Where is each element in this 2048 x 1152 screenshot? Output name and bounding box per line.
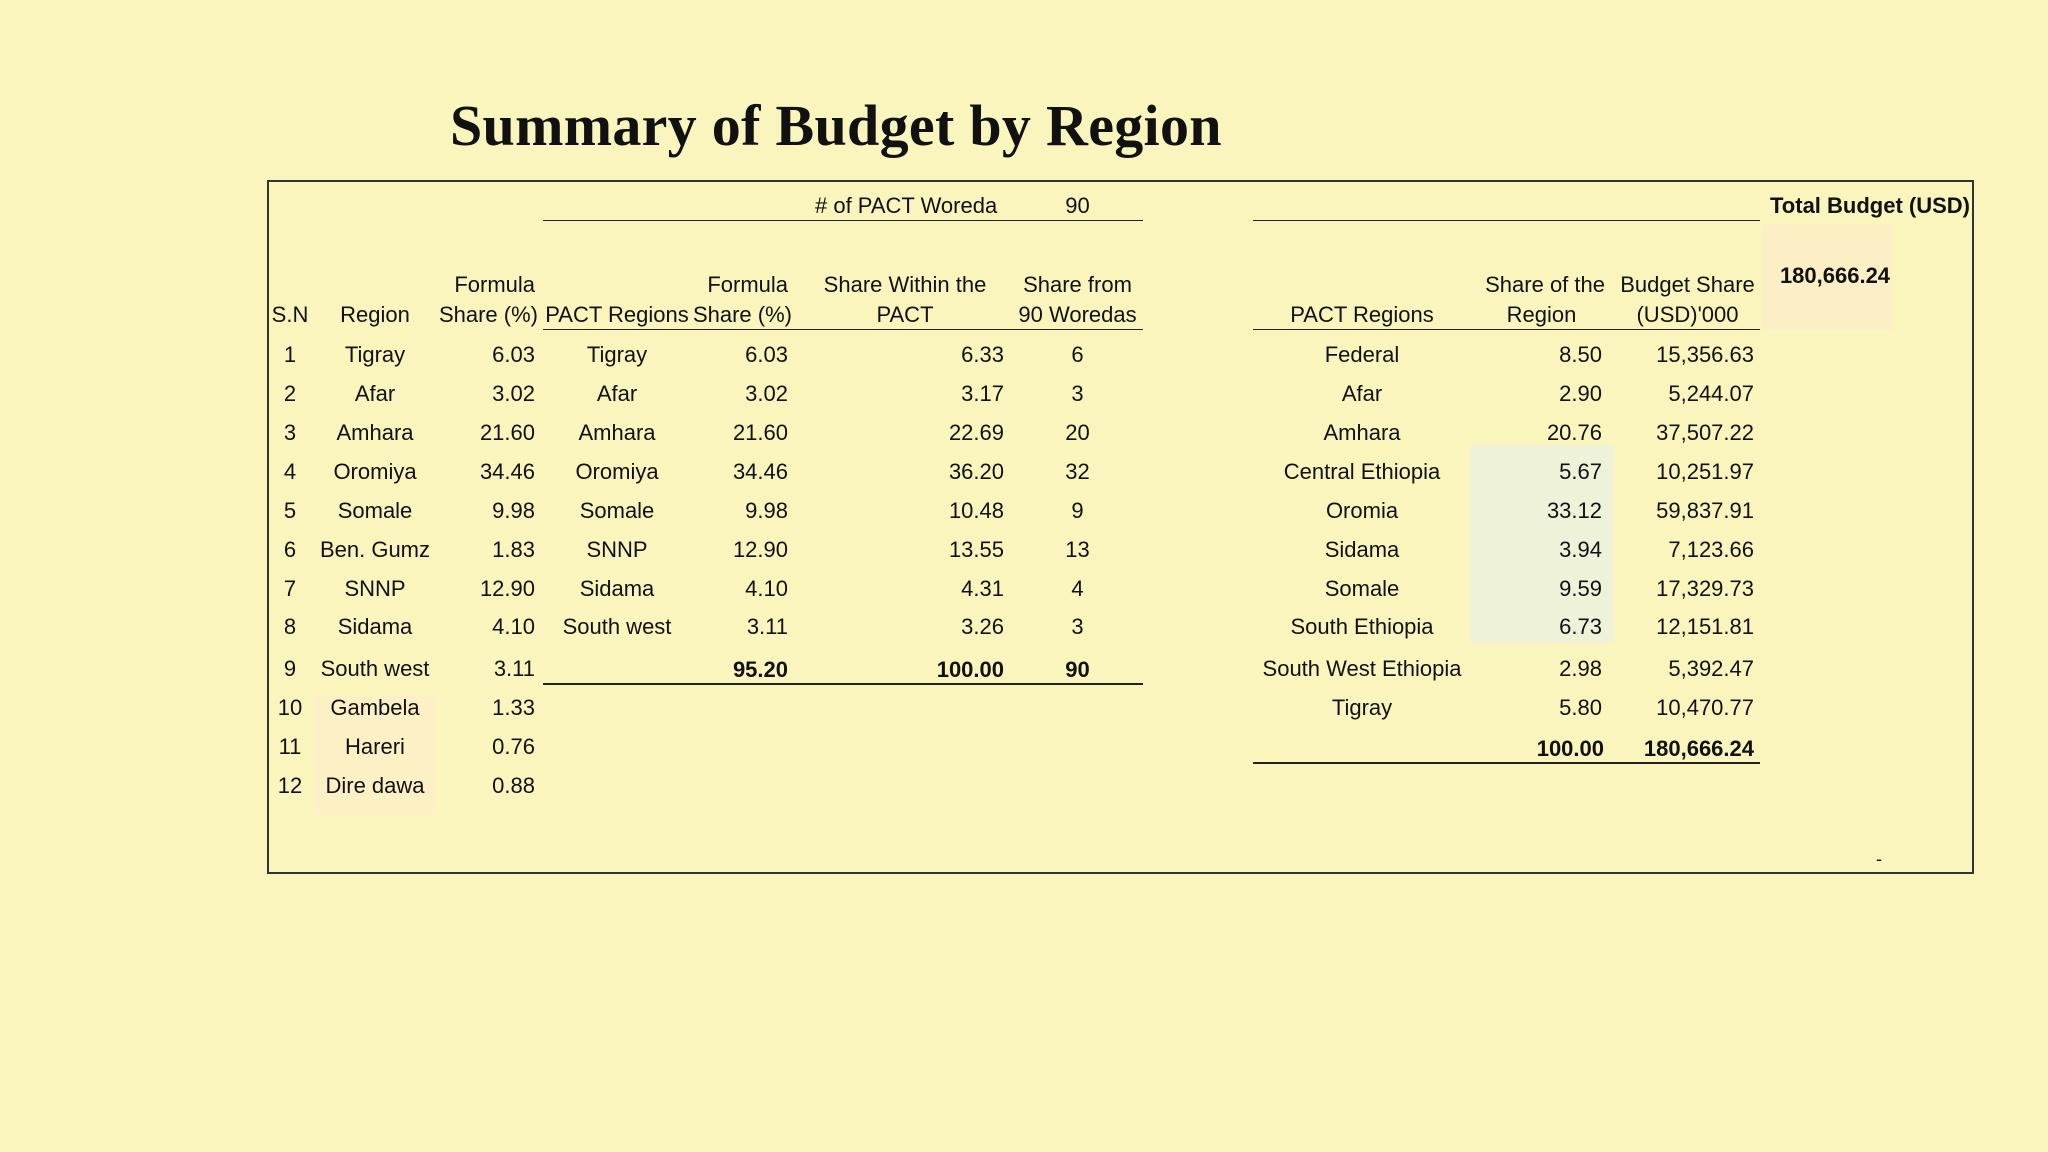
row-pact-region: Amhara (1323, 420, 1401, 445)
row-sn: 12 (277, 773, 303, 798)
row-formula-share: 1.33 (492, 695, 535, 720)
row-share-within: 36.20 (948, 459, 1004, 484)
row-pact-region: Somale (579, 498, 655, 523)
total-budget-value: 180,666.24 (1779, 263, 1891, 288)
col-header-share-from-2: 90 Woredas (1018, 302, 1137, 327)
row-share-region: 9.59 (1559, 576, 1602, 601)
row-share-region: 33.12 (1546, 498, 1602, 523)
row-share-within: 4.31 (961, 576, 1004, 601)
row-pact-region: Oromia (1325, 498, 1399, 523)
row-share-within: 22.69 (948, 420, 1004, 445)
total-within: 100.00 (936, 657, 1004, 682)
row-share-from: 6 (1071, 342, 1084, 367)
col-header-budget-share: Budget Share (1620, 272, 1755, 297)
row-formula-share: 3.11 (746, 614, 788, 639)
row-formula-share: 4.10 (492, 614, 535, 639)
row-share-region: 20.76 (1546, 420, 1602, 445)
row-share-within: 10.48 (948, 498, 1004, 523)
total-share-region: 100.00 (1536, 736, 1604, 761)
row-share-from: 4 (1071, 576, 1084, 601)
total-formula: 95.20 (732, 657, 788, 682)
col-header-pact-regions: PACT Regions (1290, 302, 1434, 327)
row-formula-share: 34.46 (479, 459, 535, 484)
total-rule-right (1253, 762, 1760, 764)
row-share-region: 2.90 (1559, 381, 1602, 406)
row-region: SNNP (344, 576, 406, 601)
row-region: Sidama (337, 614, 413, 639)
col-header-pact-regions: PACT Regions (545, 302, 689, 327)
col-header-region: Region (340, 302, 410, 327)
row-formula-share: 21.60 (479, 420, 535, 445)
row-budget-share: 10,470.77 (1656, 695, 1754, 720)
row-pact-region: Tigray (1331, 695, 1393, 720)
row-region: Ben. Gumz (319, 537, 431, 562)
col-header-share-from: Share from (1023, 272, 1132, 297)
col-header-formula: Formula (707, 272, 788, 297)
row-share-from: 9 (1071, 498, 1084, 523)
row-sn: 2 (283, 381, 297, 406)
row-formula-share: 34.46 (732, 459, 788, 484)
row-share-region: 3.94 (1559, 537, 1602, 562)
row-pact-region: Afar (596, 381, 638, 406)
row-formula-share: 6.03 (492, 342, 535, 367)
col-header-formula-2: Share (%) (692, 302, 792, 327)
row-sn: 4 (283, 459, 297, 484)
row-pact-region: Sidama (579, 576, 655, 601)
row-region: Gambela (330, 695, 420, 720)
row-share-region: 5.80 (1559, 695, 1602, 720)
total-budget-dash: - (1876, 849, 1882, 869)
col-header-share-within: Share Within the (823, 272, 987, 297)
row-sn: 8 (283, 614, 297, 639)
row-sn: 1 (283, 342, 297, 367)
row-budget-share: 7,123.66 (1668, 537, 1754, 562)
row-share-within: 6.33 (961, 342, 1004, 367)
row-formula-share: 3.02 (745, 381, 788, 406)
header-rule-right (1253, 329, 1760, 330)
row-pact-region: South West Ethiopia (1262, 656, 1462, 681)
row-budget-share: 15,356.63 (1656, 342, 1754, 367)
row-region: Hareri (345, 734, 405, 759)
row-formula-share: 12.90 (479, 576, 535, 601)
header-rule-mid (543, 329, 1143, 330)
top-rule-mid (543, 220, 1143, 221)
row-share-region: 2.98 (1559, 656, 1602, 681)
woreda-count-label: # of PACT Woreda (815, 193, 998, 218)
row-share-from: 3 (1071, 381, 1084, 406)
row-sn: 7 (283, 576, 297, 601)
row-formula-share: 0.76 (492, 734, 535, 759)
row-pact-region: SNNP (586, 537, 648, 562)
row-share-from: 13 (1065, 537, 1090, 562)
row-pact-region: Oromiya (575, 459, 659, 484)
total-budget-label: Total Budget (USD) (1770, 193, 1971, 218)
row-sn: 10 (277, 695, 303, 720)
row-budget-share: 5,392.47 (1668, 656, 1754, 681)
row-share-region: 8.50 (1559, 342, 1602, 367)
row-pact-region: Central Ethiopia (1283, 459, 1441, 484)
row-budget-share: 12,151.81 (1656, 614, 1754, 639)
row-region: Amhara (336, 420, 414, 445)
row-formula-share: 9.98 (745, 498, 788, 523)
page-title: Summary of Budget by Region (450, 93, 1222, 158)
row-budget-share: 59,837.91 (1656, 498, 1754, 523)
row-formula-share: 1.83 (492, 537, 535, 562)
row-region: Somale (337, 498, 413, 523)
row-share-within: 3.17 (961, 381, 1004, 406)
total-budget-share: 180,666.24 (1643, 736, 1754, 761)
row-region: Oromiya (333, 459, 417, 484)
row-share-from: 20 (1065, 420, 1090, 445)
row-formula-share: 12.90 (732, 537, 788, 562)
row-share-from: 3 (1071, 614, 1084, 639)
row-budget-share: 17,329.73 (1656, 576, 1754, 601)
col-header-formula-2: Share (%) (438, 302, 538, 327)
row-sn: 11 (278, 734, 302, 759)
row-share-within: 13.55 (948, 537, 1004, 562)
row-pact-region: Afar (1341, 381, 1383, 406)
woreda-count-value: 90 (1065, 193, 1090, 218)
row-formula-share: 21.60 (732, 420, 788, 445)
col-header-formula: Formula (454, 272, 535, 297)
row-budget-share: 10,251.97 (1656, 459, 1754, 484)
row-pact-region: South west (562, 614, 672, 639)
row-share-region: 6.73 (1559, 614, 1602, 639)
row-pact-region: Amhara (578, 420, 656, 445)
top-rule-right (1253, 220, 1760, 221)
row-share-from: 32 (1065, 459, 1090, 484)
row-sn: 3 (283, 420, 297, 445)
row-pact-region: Federal (1324, 342, 1400, 367)
row-formula-share: 4.10 (745, 576, 788, 601)
row-formula-share: 0.88 (492, 773, 535, 798)
row-region: South west (320, 656, 430, 681)
col-header-share-within-2: PACT (876, 302, 934, 327)
col-header-budget-share-2: (USD)'000 (1636, 302, 1739, 327)
row-region: Tigray (344, 342, 406, 367)
row-share-within: 3.26 (961, 614, 1004, 639)
total-rule-mid (543, 683, 1143, 685)
row-budget-share: 37,507.22 (1656, 420, 1754, 445)
row-sn: 6 (283, 537, 297, 562)
row-formula-share: 6.03 (745, 342, 788, 367)
row-region: Afar (354, 381, 396, 406)
col-header-share-region: Share of the (1485, 272, 1605, 297)
row-pact-region: South Ethiopia (1290, 614, 1434, 639)
row-sn: 5 (283, 498, 297, 523)
col-header-share-region-2: Region (1506, 302, 1577, 327)
row-region: Dire dawa (325, 773, 425, 798)
row-pact-region: Somale (1324, 576, 1400, 601)
row-pact-region: Sidama (1324, 537, 1400, 562)
col-header-sn: S.N (271, 302, 309, 327)
row-sn: 9 (283, 656, 297, 681)
row-formula-share: 9.98 (492, 498, 535, 523)
row-formula-share: 3.11 (493, 656, 535, 681)
row-budget-share: 5,244.07 (1668, 381, 1754, 406)
row-share-region: 5.67 (1559, 459, 1602, 484)
total-from: 90 (1065, 657, 1090, 682)
row-pact-region: Tigray (586, 342, 648, 367)
row-formula-share: 3.02 (492, 381, 535, 406)
